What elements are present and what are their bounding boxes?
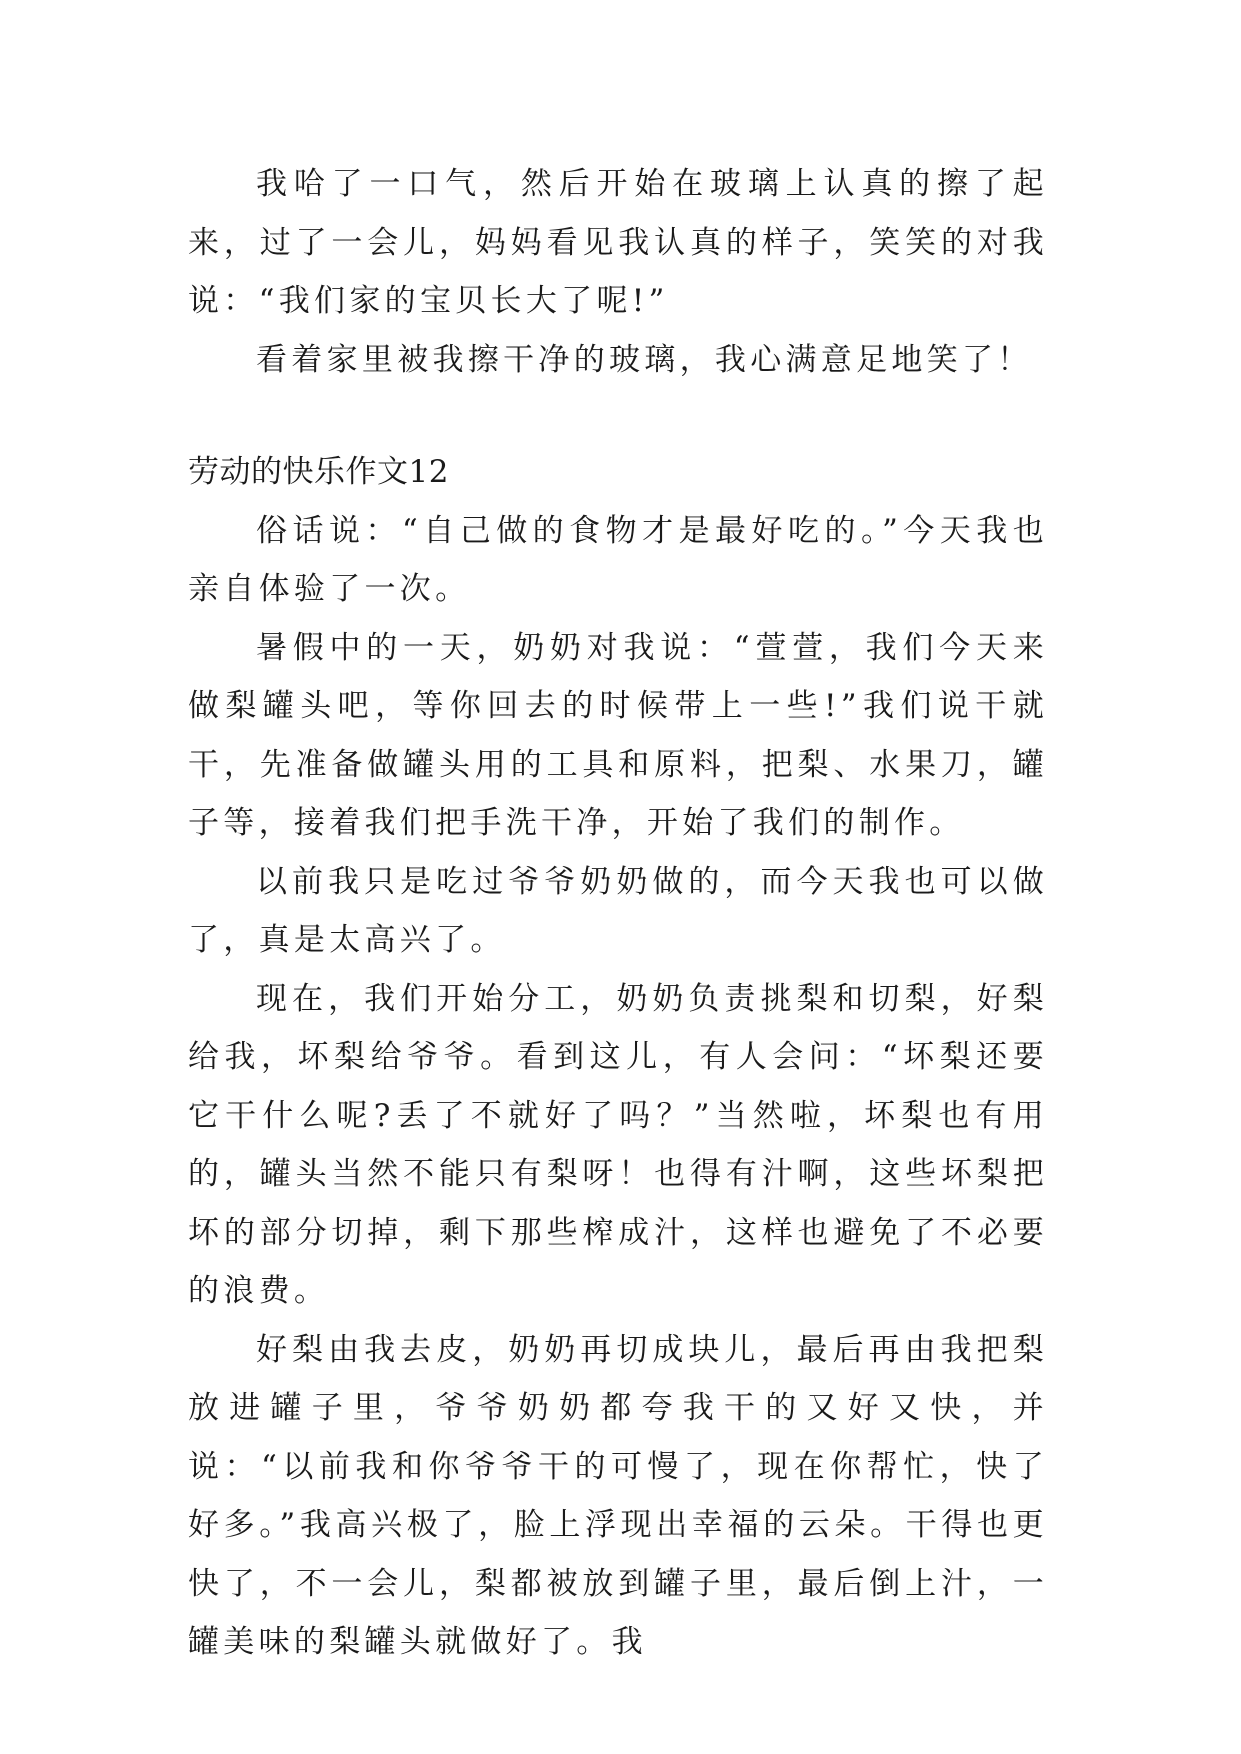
paragraph-division-of-work: 现在，我们开始分工，奶奶负责挑梨和切梨，好梨给我，坏梨给爷爷。看到这儿，有人会问：“坏梨还要它干什么呢?丢了不就好了吗？”当然啦，坏梨也有用的，罐头当然不能只有梨呀！也得有汁啊，这些坏梨把坏的部分切掉，剩下那些榨成汁，这样也避免了不必要的浪费。 xyxy=(188,980,1048,1309)
paragraph-summer-day: 暑假中的一天，奶奶对我说：“萱萱，我们今天来做梨罐头吧，等你回去的时候带上一些!”我们说干就干，先准备做罐头用的工具和原料，把梨、水果刀，罐子等，接着我们把手洗干净，开始了我们的制作。 xyxy=(188,629,1048,841)
paragraph-satisfied-smile: 看着家里被我擦干净的玻璃，我心满意足地笑了！ xyxy=(256,341,1033,378)
paragraph-proverb: 俗话说：“自己做的食物才是最好吃的。”今天我也亲自体验了一次。 xyxy=(188,512,1048,607)
document-body xyxy=(188,155,1048,1672)
paragraph-first-time: 以前我只是吃过爷爷奶奶做的，而今天我也可以做了，真是太高兴了。 xyxy=(188,863,1048,958)
paragraph-wiping-glass: 我哈了一口气，然后开始在玻璃上认真的擦了起来，过了一会儿，妈妈看见我认真的样子，笑笑的对我说：“我们家的宝贝长大了呢!” xyxy=(188,166,1048,319)
essay-heading: 劳动的快乐作文12 xyxy=(188,454,449,490)
paragraph-peeling-pears: 好梨由我去皮，奶奶再切成块儿，最后再由我把梨放进罐子里，爷爷奶奶都夸我干的又好又快，并说：“以前我和你爷爷干的可慢了，现在你帮忙，快了好多。”我高兴极了，脸上浮现出幸福的云朵。干得也更快了，不一会儿，梨都被放到罐子里，最后倒上汁，一罐美味的梨罐头就做好了。我 xyxy=(188,1331,1048,1660)
